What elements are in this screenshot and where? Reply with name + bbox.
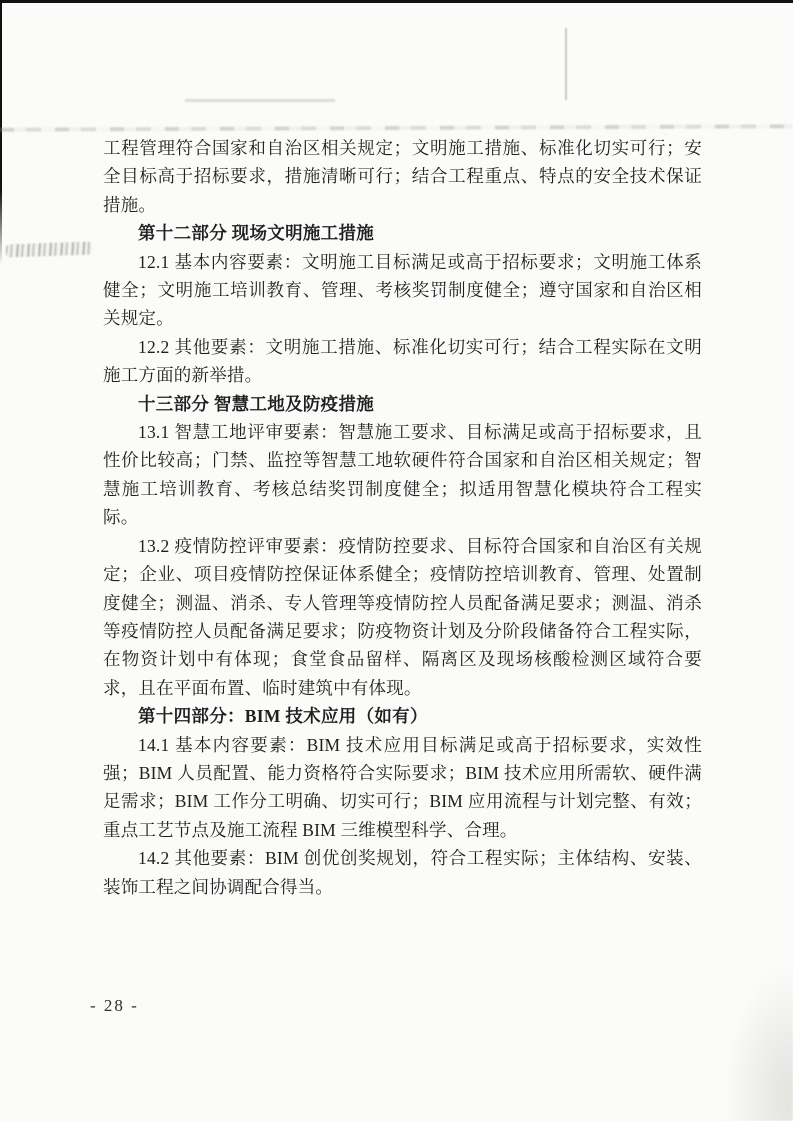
document-body: [103, 134, 702, 901]
paragraph-13-2: 13.2 疫情防控评审要素：疫情防控要求、目标符合国家和自治区有关规定；企业、项目疫情防控保证体系健全；疫情防控培训教育、管理、处置制度健全；测温、消杀、专人管理等疫情防控人员配备满足要求；测温、消杀等疫情防控人员配备满足要求；防疫物资计划及分阶段储备符合工程实际，在物资计划中有体现；食堂食品留样、隔离区及现场核酸检测区域符合要求，且在平面布置、临时建筑中有体现。: [103, 535, 702, 698]
scan-edge-top-artifact: [0, 0, 793, 3]
paragraph-14-1: 14.1 基本内容要素：BIM 技术应用目标满足或高于招标要求，实效性强；BIM 人员配置、能力资格符合实际要求；BIM 技术应用所需软、硬件满足需求；BIM 工作分工明确、切实可行；BIM 应用流程与计划完整、有效；重点工艺节点及施工流程 BIM 三维模型科学、合理。: [103, 734, 702, 840]
scan-streak-artifact: [0, 124, 793, 131]
scan-smudge-artifact: [6, 242, 92, 258]
paragraph-12-1: 12.1 基本内容要素：文明施工目标满足或高于招标要求；文明施工体系健全；文明施工培训教育、管理、考核奖罚制度健全；遵守国家和自治区相关规定。: [103, 251, 702, 329]
scan-corner-noise: [723, 961, 793, 1121]
paragraph-13-1: 13.1 智慧工地评审要素：智慧施工要求、目标满足或高于招标要求，且性价比较高；门禁、监控等智慧工地软硬件符合国家和自治区相关规定；智慧施工培训教育、考核总结奖罚制度健全；拟适用智慧化模块符合工程实际。: [103, 422, 702, 528]
scan-streak-artifact-small: [185, 99, 335, 102]
section-heading-part13: 十三部分 智慧工地及防疫措施: [138, 393, 375, 414]
paragraph-14-2: 14.2 其他要素：BIM 创优创奖规划，符合工程实际；主体结构、安装、装饰工程之间协调配合得当。: [103, 848, 702, 897]
scan-edge-left-artifact: [0, 0, 2, 270]
paragraph-12-2: 12.2 其他要素：文明施工措施、标准化切实可行；结合工程实际在文明施工方面的新举措。: [103, 336, 702, 386]
page-number: - 28 -: [90, 996, 139, 1015]
section-heading-part12: 第十二部分 现场文明施工措施: [138, 223, 375, 244]
paragraph-continuation: 工程管理符合国家和自治区相关规定；文明施工措施、标准化切实可行；安全目标高于招标要求，措施清晰可行；结合工程重点、特点的安全技术保证措施。: [103, 138, 702, 215]
section-heading-part14: 第十四部分：BIM 技术应用（如有）: [138, 706, 428, 727]
scan-scratch-artifact: [565, 28, 567, 100]
